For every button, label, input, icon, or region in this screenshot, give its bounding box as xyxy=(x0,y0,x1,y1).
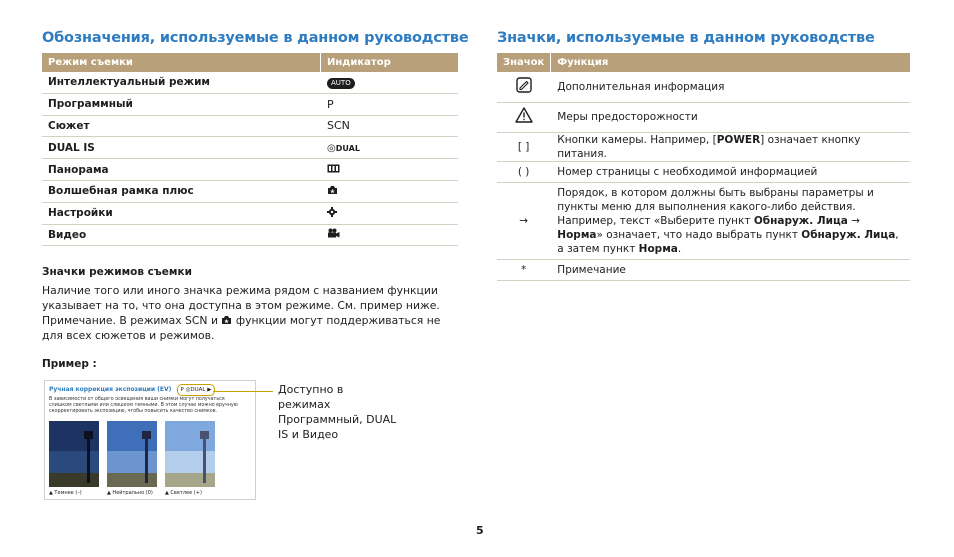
settings-icon xyxy=(327,207,337,217)
indicator-column-header: Индикатор xyxy=(321,53,459,72)
example-mode-badge: P ◎DUAL ▶ xyxy=(177,384,215,396)
mode-name: DUAL IS xyxy=(42,137,321,159)
mode-name: Панорама xyxy=(42,159,321,181)
callout-line xyxy=(213,391,273,392)
function-text: Дополнительная информация xyxy=(551,72,910,102)
auto-icon: AUTO xyxy=(327,78,355,89)
mode-name: Настройки xyxy=(42,202,321,224)
table-row xyxy=(42,224,458,246)
function-text: Номер страницы с необходимой информацией xyxy=(551,161,910,182)
paragraph-2-start: Примечание. В режимах xyxy=(42,314,186,327)
text-part: Порядок, в котором должны быть выбраны параметры и пункты меню для выполнения какого-либо действия. Например, текст «Выберите пункт xyxy=(557,186,874,227)
text-part: . xyxy=(677,242,682,255)
text-part: → xyxy=(847,214,860,227)
bright-photo xyxy=(165,421,215,487)
parentheses-symbol: ( ) xyxy=(497,161,551,182)
example-thumbnail xyxy=(44,380,256,500)
table-row xyxy=(42,159,458,181)
table-row xyxy=(497,182,910,259)
program-indicator xyxy=(321,93,459,115)
movie-indicator xyxy=(321,224,459,246)
menu-item-face-detect: Обнаруж. Лица xyxy=(801,228,896,241)
right-title: Значки, используемые в данном руководстве xyxy=(497,30,875,46)
text-part: , а затем пункт xyxy=(557,228,899,255)
power-button-label: POWER xyxy=(716,133,761,146)
arrow-symbol: → xyxy=(497,182,551,259)
auto-indicator xyxy=(321,72,459,93)
menu-item-normal: Норма xyxy=(638,242,678,255)
neutral-photo xyxy=(107,421,157,487)
left-title: Обозначения, используемые в данном руководстве xyxy=(42,30,469,46)
mode-name: Программный xyxy=(42,93,321,115)
hand-icon: ◎ xyxy=(327,142,336,154)
page-number: 5 xyxy=(476,524,484,537)
asterisk-symbol: * xyxy=(497,259,551,280)
paragraph-1: Наличие того или иного значка режима рядом с названием функции указывает на то, что она доступна в этом режиме. См. пример ниже. xyxy=(42,284,440,312)
function-text xyxy=(551,132,910,161)
table-row xyxy=(497,132,910,161)
caption-darker: ▲ Темнее (–) xyxy=(49,490,82,496)
note-symbol xyxy=(497,72,551,102)
magic-frame-icon xyxy=(327,185,338,195)
dual-icon: DUAL xyxy=(335,143,360,153)
function-text: Примечание xyxy=(551,259,910,280)
dark-photo xyxy=(49,421,99,487)
warning-symbol xyxy=(497,102,551,132)
paragraph-2-end: функции могут поддерживаться не для всех сюжетов и режимов. xyxy=(42,314,441,342)
paragraph-2-and: и xyxy=(207,314,222,327)
warning-icon xyxy=(515,107,533,123)
table-row xyxy=(42,93,458,115)
callout-text: Доступно в режимах Программный, DUAL IS и Видео xyxy=(278,383,397,441)
note-icon xyxy=(516,77,532,93)
function-text: Меры предосторожности xyxy=(551,102,910,132)
caption-brighter: ▲ Светлее (+) xyxy=(165,490,202,496)
menu-item-face-detect: Обнаруж. Лица xyxy=(753,214,848,227)
icon-column-header: Значок xyxy=(497,53,551,72)
table-row xyxy=(497,161,910,182)
table-row xyxy=(42,202,458,224)
mode-column-header: Режим съемки xyxy=(42,53,321,72)
table-row xyxy=(497,259,910,280)
table-row xyxy=(497,102,910,132)
shooting-modes-table xyxy=(42,53,458,246)
example-box-title: Ручная коррекция экспозиции (EV) xyxy=(49,386,172,393)
function-column-header: Функция xyxy=(551,53,910,72)
movie-icon xyxy=(327,228,340,238)
mode-name: Интеллектуальный режим xyxy=(42,72,321,93)
dual-is-indicator xyxy=(321,137,459,159)
menu-item-normal: Норма xyxy=(557,228,597,241)
text-part: » означает, что надо выбрать пункт xyxy=(596,228,802,241)
table-row xyxy=(42,137,458,159)
section-paragraph xyxy=(42,283,462,343)
text-part: ] означает кнопку питания. xyxy=(557,133,861,160)
mode-name: Видео xyxy=(42,224,321,246)
function-text xyxy=(551,182,910,259)
example-label: Пример : xyxy=(42,358,97,370)
mode-name: Волшебная рамка плюс xyxy=(42,180,321,202)
program-icon: P xyxy=(327,97,334,111)
mode-name: Сюжет xyxy=(42,115,321,137)
icons-table xyxy=(497,53,910,281)
brackets-symbol: [ ] xyxy=(497,132,551,161)
text-part: Кнопки камеры. Например, [ xyxy=(557,133,717,146)
panorama-icon xyxy=(327,164,340,173)
scene-indicator xyxy=(321,115,459,137)
table-row xyxy=(497,72,910,102)
table-row xyxy=(42,72,458,93)
caption-neutral: ▲ Нейтрально (0) xyxy=(107,490,153,496)
panorama-indicator xyxy=(321,159,459,181)
settings-indicator xyxy=(321,202,459,224)
magic-frame-indicator xyxy=(321,180,459,202)
example-box-text: В зависимости от общего освещения ваши снимки могут получаться слишком светлыми или слишком темными. В этом случае можно вручную скорректировать экспозицию, чтобы повысить качество снимков. xyxy=(49,397,238,414)
scn-icon: SCN xyxy=(327,119,350,133)
section-heading: Значки режимов съемки xyxy=(42,266,192,278)
table-row xyxy=(42,115,458,137)
scn-inline-icon: SCN xyxy=(185,314,208,327)
table-row xyxy=(42,180,458,202)
magic-frame-inline-icon xyxy=(221,315,232,325)
